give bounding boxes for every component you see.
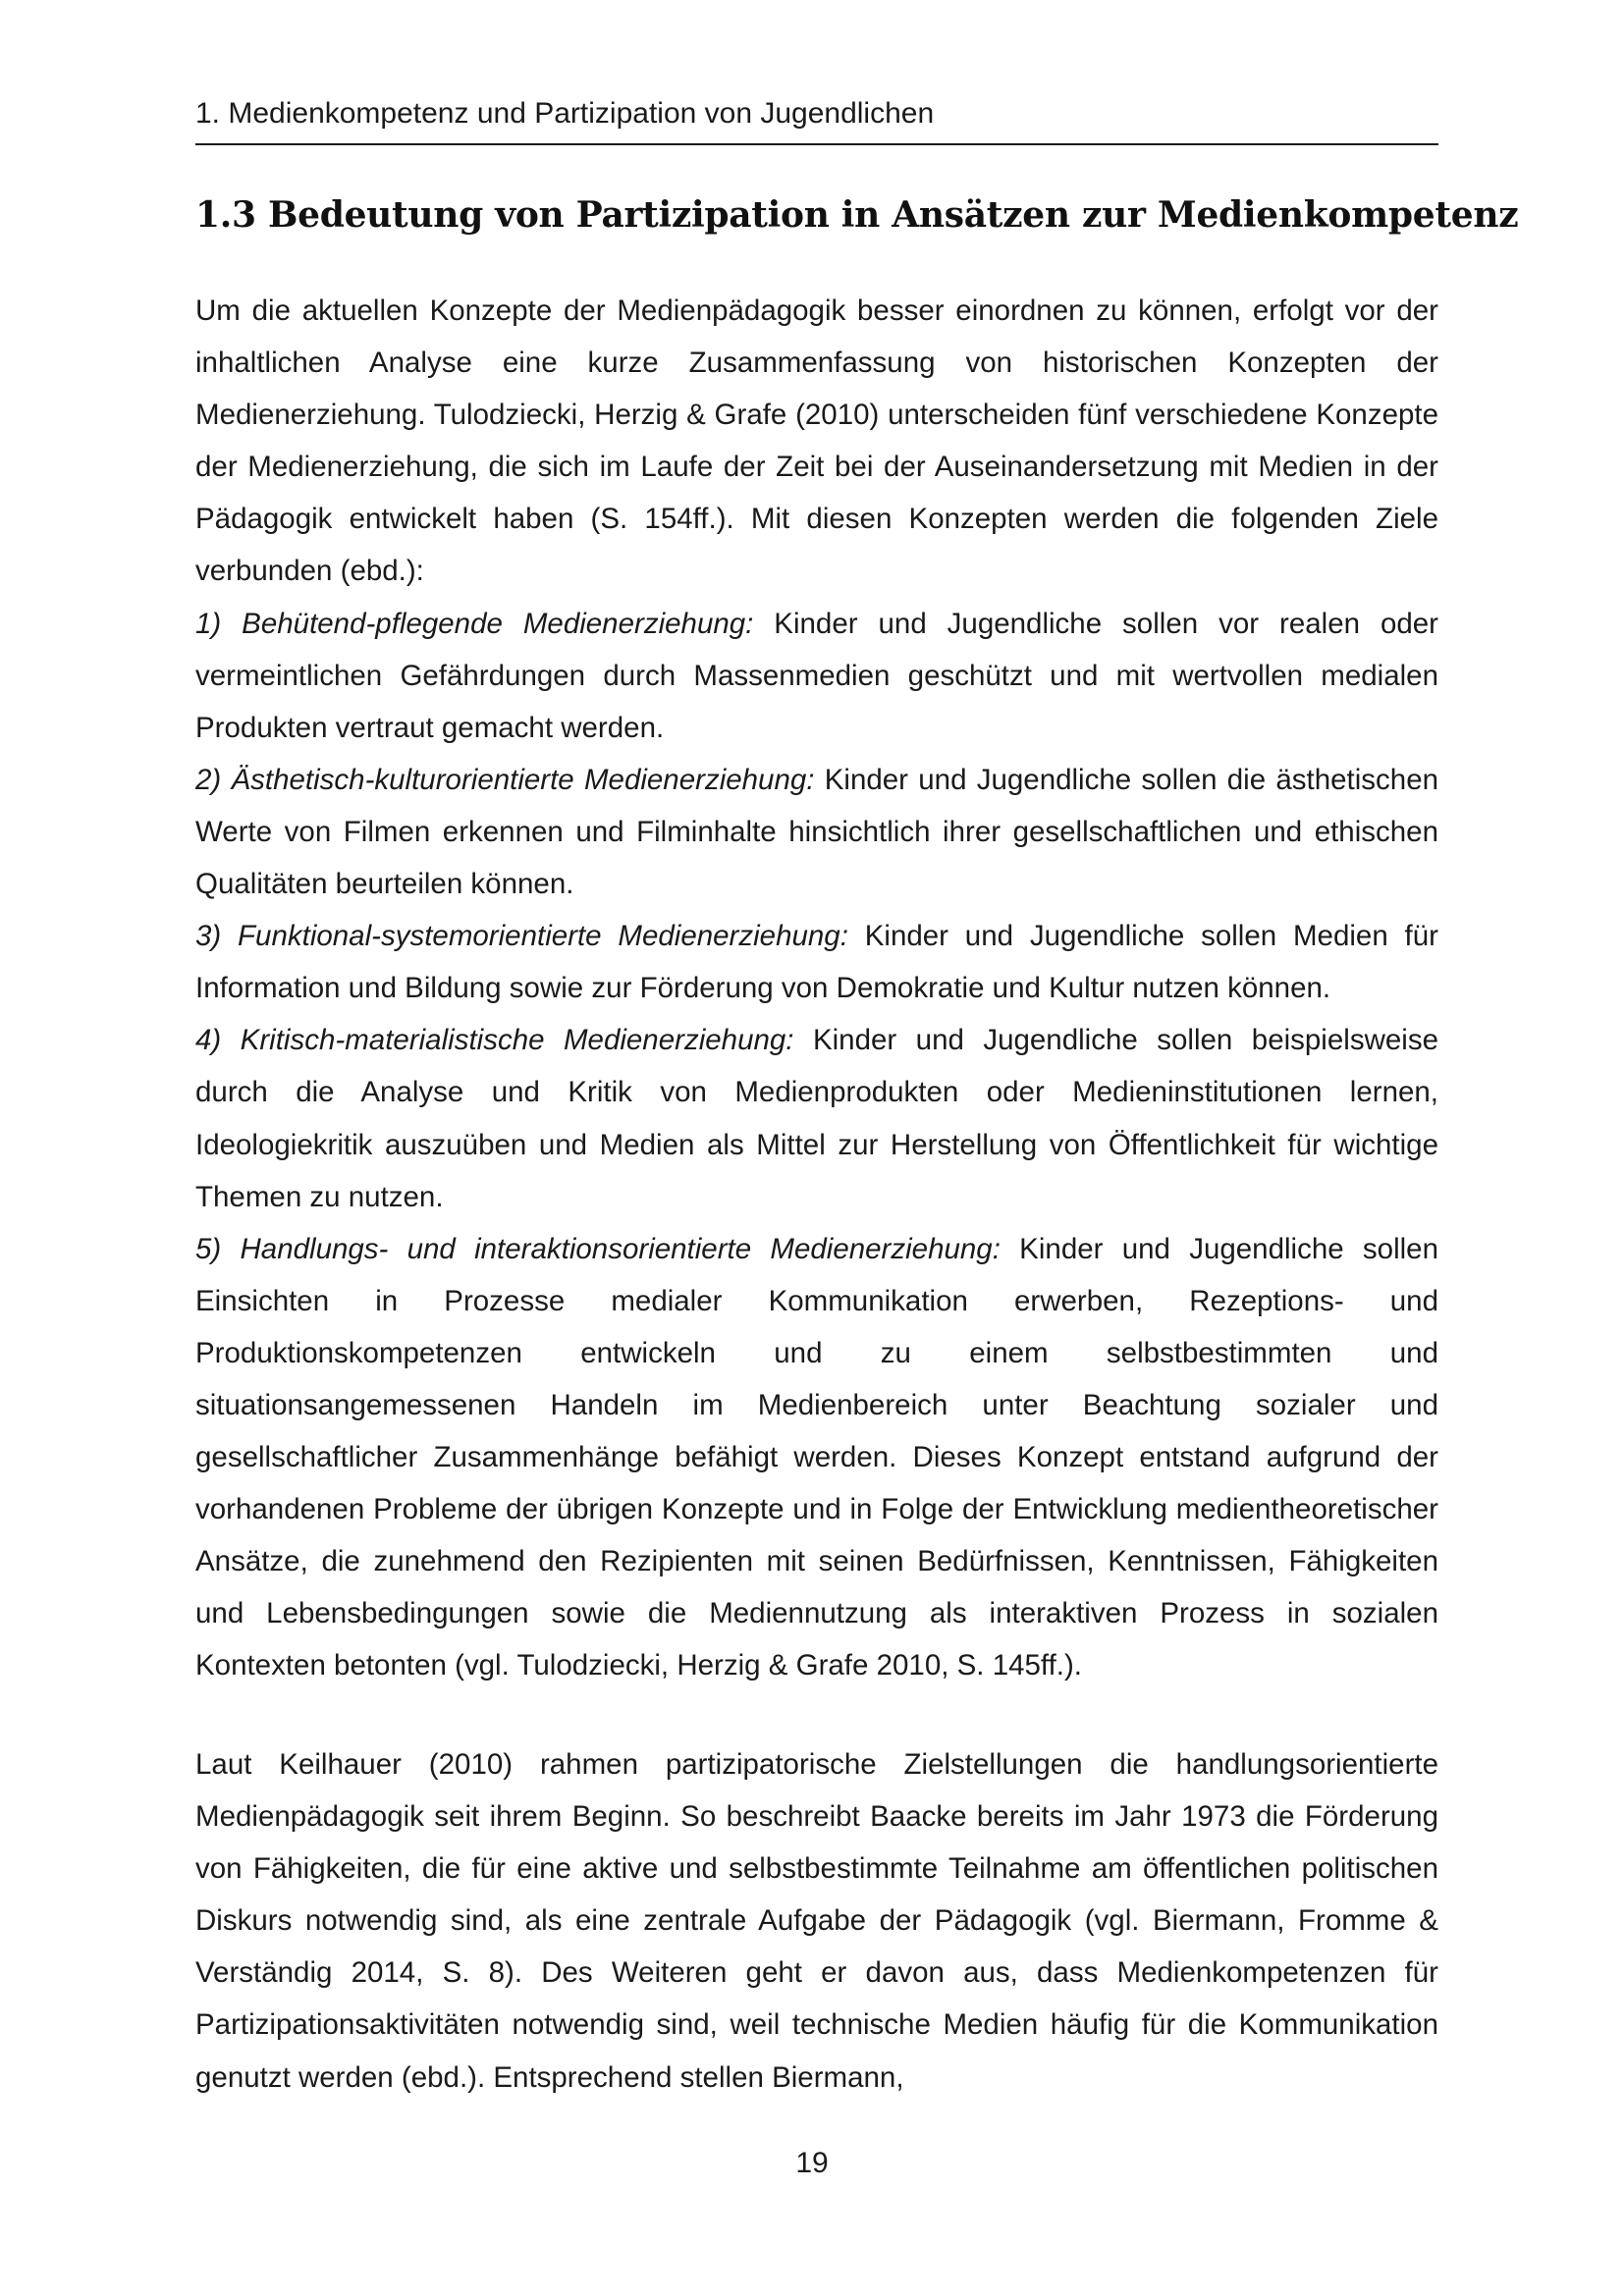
concept-text: Kinder und Jugendliche sollen beispielsweise durch die Analyse und Kritik von Medienprodukten oder Medieninstitutionen lernen, Ideologiekritik auszuüben und Medien als Mittel zur Herstellung von Öffentlichkeit für wichtige Themen zu nutzen. [195, 1024, 1438, 1213]
concept-item [195, 1014, 1438, 1222]
concept-item [195, 754, 1438, 910]
concept-label: 3) Funktional-systemorientierte Medienerziehung: [195, 920, 848, 953]
concept-item [195, 598, 1438, 754]
header-rule [195, 143, 1438, 145]
concept-text: Kinder und Jugendliche sollen Medien für Information und Bildung sowie zur Förderung von Demokratie und Kultur nutzen können. [195, 920, 1438, 1005]
closing-paragraph: Laut Keilhauer (2010) rahmen partizipatorische Zielstellungen die handlungsorientierte Medienpädagogik seit ihrem Beginn. So beschreibt Baacke bereits im Jahr 1973 die Förderung von Fähigkeiten, die für eine aktive und selbstbestimmte Teilnahme am öffentlichen politischen Diskurs notwendig sind, als eine zentrale Aufgabe der Pädagogik (vgl. Biermann, Fromme & Verständig 2014, S. 8). Des Weiteren geht er davon aus, dass Medienkompetenzen für Partizipationsaktivitäten notwendig sind, weil technische Medien häufig für die Kommunikation genutzt werden (ebd.). Entsprechend stellen Biermann, [195, 1748, 1438, 2094]
concept-label: 2) Ästhetisch-kulturorientierte Medienerziehung: [195, 763, 815, 796]
concept-label: 4) Kritisch-materialistische Medienerziehung: [195, 1024, 794, 1057]
running-header: 1. Medienkompetenz und Partizipation von Jugendlichen [195, 97, 935, 130]
section-heading: 1.3 Bedeutung von Partizipation in Ansätzen zur Medienkompetenz [195, 194, 1519, 236]
body-text-block-2 [195, 1738, 1438, 2104]
intro-paragraph: Um die aktuellen Konzepte der Medienpädagogik besser einordnen zu können, erfolgt vor der inhaltlichen Analyse eine kurze Zusammenfassung von historischen Konzepten der Medienerziehung. Tulodziecki, Herzig & Grafe (2010) unterscheiden fünf verschiedene Konzepte der Medienerziehung, die sich im Laufe der Zeit bei der Auseinandersetzung mit Medien in der Pädagogik entwickelt haben (S. 154ff.). Mit diesen Konzepten werden die folgenden Ziele verbunden (ebd.): [195, 294, 1438, 588]
page-number: 19 [795, 2147, 829, 2179]
body-text-block [195, 285, 1438, 1692]
concept-text: Kinder und Jugendliche sollen Einsichten in Prozesse medialer Kommunikation erwerben, Rezeptions- und Produktionskompetenzen entwickeln und zu einem selbstbestimmten und situationsangemessenen Handeln im Medienbereich unter Beachtung sozialer und gesellschaftlicher Zusammenhänge befähigt werden. Dieses Konzept entstand aufgrund der vorhandenen Probleme der übrigen Konzepte und in Folge der Entwicklung medientheoretischer Ansätze, die zunehmend den Rezipienten mit seinen Bedürfnissen, Kenntnissen, Fähigkeiten und Lebensbedingungen sowie die Mediennutzung als interaktiven Prozess in sozialen Kontexten betonten (vgl. Tulodziecki, Herzig & Grafe 2010, S. 145ff.). [195, 1232, 1438, 1682]
concept-item [195, 910, 1438, 1014]
concept-item [195, 1223, 1438, 1692]
concept-label: 1) Behütend-pflegende Medienerziehung: [195, 607, 754, 640]
concept-label: 5) Handlungs- und interaktionsorientierte Medienerziehung: [195, 1232, 1001, 1265]
concept-text: Kinder und Jugendliche sollen die ästhetischen Werte von Filmen erkennen und Filminhalte hinsichtlich ihrer gesellschaftlichen und ethischen Qualitäten beurteilen können. [195, 763, 1439, 901]
concept-text: Kinder und Jugendliche sollen vor realen oder vermeintlichen Gefährdungen durch Massenmedien geschützt und mit wertvollen medialen Produkten vertraut gemacht werden. [195, 607, 1438, 744]
